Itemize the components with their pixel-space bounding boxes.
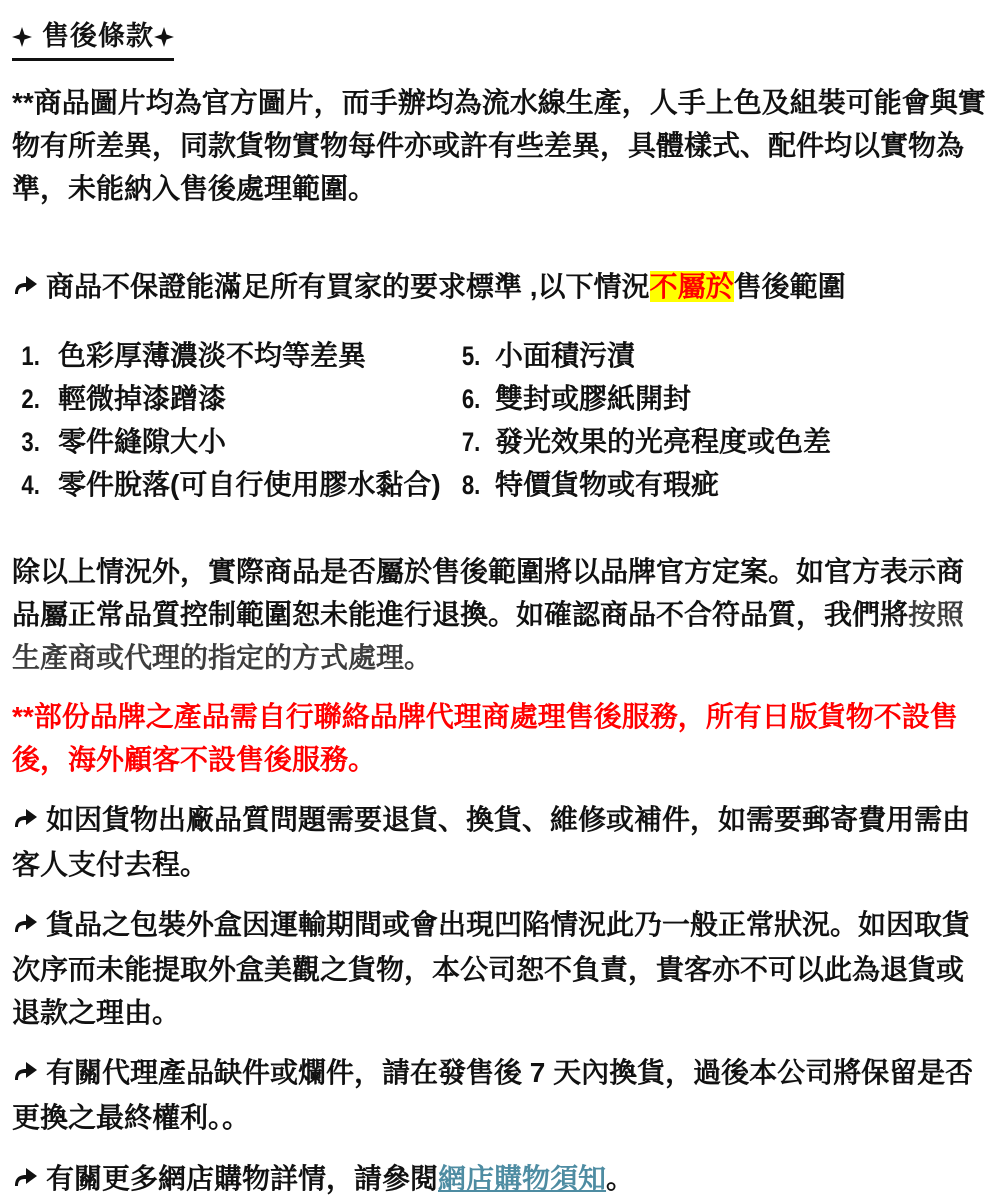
list-item [12, 420, 459, 463]
list-item-number: 7. [461, 427, 481, 457]
scope-suffix: 售後範圍 [733, 271, 846, 302]
list-item-number: 2. [21, 384, 40, 414]
list-item-text: 零件縫隙大小 [58, 426, 227, 457]
policy-paragraph [12, 550, 988, 679]
page-title-text: 售後條款 [42, 21, 154, 51]
intro-text: **商品圖片均為官方圖片，而手辦均為流水線生產，人手上色及組裝可能會與實物有所差異，同款貨物實物每件亦或許有些差異，具體樣式、配件均以實物為準，未能納入售後處理範圍。 [12, 87, 986, 204]
note-more-info [12, 1157, 988, 1202]
policy-text: 除以上情況外，實際商品是否屬於售後範圍將以品牌官方定案。如官方表示商品屬正常品質控制範圍恕未能進行退換。如確認商品不合符品質，我們將 [12, 556, 965, 630]
red-warning-paragraph [12, 695, 988, 781]
list-item-text: 發光效果的光亮程度或色差 [495, 426, 832, 457]
policy-handling-text: 按照生產商或代理的指定的方式處理。 [12, 599, 965, 673]
curved-right-arrow-icon [12, 267, 38, 310]
list-item-number: 3. [21, 427, 40, 457]
list-item-text: 零件脫落(可自行使用膠水黏合) [58, 469, 441, 500]
note-box-dents [12, 903, 988, 1034]
note-shipping-cost [12, 798, 988, 886]
curved-right-arrow-icon [12, 1053, 38, 1096]
list-item [12, 377, 459, 420]
intro-paragraph [12, 81, 988, 210]
scope-highlight: 不屬於 [649, 271, 734, 302]
list-item-text: 小面積污漬 [495, 340, 636, 371]
note-text: 如因貨物出廠品質問題需要退貨、換貨、維修或補件，如需要郵寄費用需由客人支付去程。 [12, 804, 971, 880]
note-text: 有關代理產品缺件或爛件，請在發售後 7 天內換貨，過後本公司將保留是否更換之最終權利。。 [12, 1057, 974, 1133]
list-item-number: 5. [461, 341, 481, 371]
list-item [459, 377, 988, 420]
list-item-number: 6. [461, 384, 481, 414]
list-item-number: 1. [21, 341, 40, 371]
list-item [12, 334, 459, 377]
four-pointed-star-icon [12, 23, 32, 54]
list-item-text: 輕微掉漆蹭漆 [58, 383, 227, 414]
list-item-text: 特價貨物或有瑕疵 [495, 469, 720, 500]
curved-right-arrow-icon [12, 800, 38, 843]
list-item [459, 334, 988, 377]
red-warning-text: **部份品牌之產品需自行聯絡品牌代理商處理售後服務，所有日版貨物不設售後，海外顧客不設售後服務。 [12, 701, 958, 775]
list-item-text: 雙封或膠紙開封 [495, 383, 692, 414]
curved-right-arrow-icon [12, 905, 38, 948]
list-item [459, 420, 988, 463]
curved-right-arrow-icon [12, 1159, 38, 1202]
note-text-suffix: 。 [606, 1163, 635, 1194]
list-item [12, 463, 459, 506]
note-missing-parts [12, 1051, 988, 1139]
list-item-number: 8. [461, 470, 481, 500]
list-item-text: 色彩厚薄濃淡不均等差異 [58, 340, 367, 371]
page-title [12, 14, 174, 61]
exclusion-list [12, 334, 988, 506]
four-pointed-star-icon [154, 23, 174, 54]
note-text: 有關更多網店購物詳情，請參閱 [46, 1163, 439, 1194]
list-item-number: 4. [21, 470, 40, 500]
scope-statement [12, 265, 988, 310]
list-item [459, 463, 988, 506]
shop-guide-link[interactable]: 網店購物須知 [438, 1163, 607, 1194]
note-text: 貨品之包裝外盒因運輸期間或會出現凹陷情況此乃一般正常狀況。如因取貨次序而未能提取外盒美觀之貨物，本公司恕不負責，貴客亦不可以此為退貨或退款之理由。 [12, 909, 971, 1028]
scope-prefix: 商品不保證能滿足所有買家的要求標準 ,以下情況 [46, 271, 650, 302]
